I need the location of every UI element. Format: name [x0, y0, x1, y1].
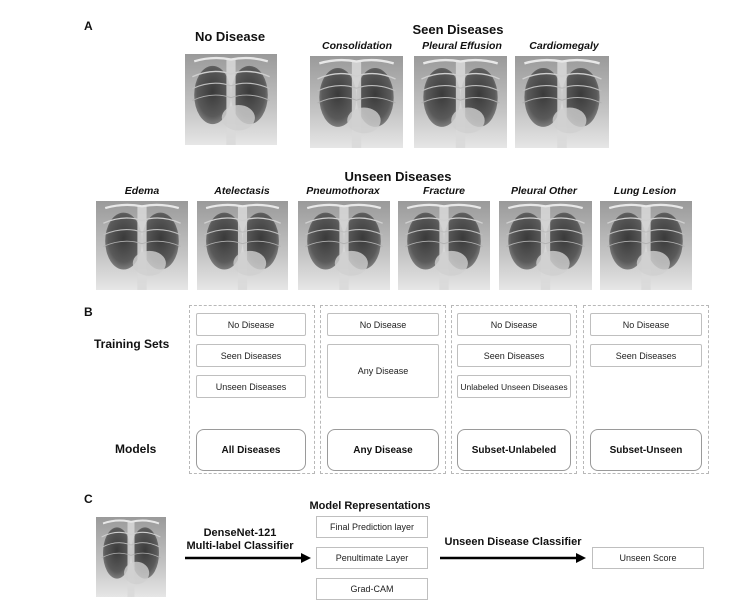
set-seen-diseases: Seen Diseases — [457, 344, 571, 367]
representation-final-prediction: Final Prediction layer — [316, 516, 428, 538]
set-no-disease: No Disease — [590, 313, 702, 336]
xray-pleural-effusion — [414, 56, 507, 148]
xray-consolidation — [310, 56, 403, 148]
unseen-label-edema: Edema — [124, 185, 160, 197]
unseen-classifier-label: Unseen Disease Classifier — [444, 536, 582, 548]
training-sets-label: Training Sets — [94, 337, 170, 351]
densenet-label-line1: DenseNet-121 — [203, 527, 277, 539]
unseen-score-output: Unseen Score — [592, 547, 704, 569]
xray-fracture — [398, 201, 490, 290]
set-unlabeled-unseen-diseases: Unlabeled Unseen Diseases — [457, 375, 571, 398]
set-no-disease: No Disease — [327, 313, 439, 336]
xray-input — [96, 517, 166, 597]
panel-b-label: B — [84, 305, 93, 319]
xray-atelectasis — [197, 201, 288, 290]
xray-pleural-other — [499, 201, 592, 290]
unseen-label-fracture: Fracture — [422, 185, 465, 197]
xray-edema — [96, 201, 188, 290]
panel-c-label: C — [84, 492, 93, 506]
set-seen-diseases: Seen Diseases — [196, 344, 306, 367]
no-disease-title: No Disease — [194, 29, 266, 44]
set-unseen-diseases: Unseen Diseases — [196, 375, 306, 398]
unseen-label-pleural-other: Pleural Other — [511, 185, 577, 197]
model-any-disease: Any Disease — [327, 429, 439, 471]
arrow-to-representations — [183, 553, 313, 563]
densenet-label-line2: Multi-label Classifier — [186, 540, 294, 552]
xray-pneumothorax — [298, 201, 390, 290]
model-all-diseases: All Diseases — [196, 429, 306, 471]
seen-label-consolidation: Consolidation — [322, 40, 392, 52]
set-no-disease: No Disease — [196, 313, 306, 336]
models-label: Models — [115, 442, 157, 456]
xray-lung-lesion — [600, 201, 692, 290]
seen-diseases-title: Seen Diseases — [412, 22, 504, 37]
representation-penultimate: Penultimate Layer — [316, 547, 428, 569]
model-subset-unseen: Subset-Unseen — [590, 429, 702, 471]
unseen-diseases-title: Unseen Diseases — [344, 169, 452, 184]
panel-a-label: A — [84, 19, 93, 33]
arrow-to-unseen-score — [438, 553, 590, 563]
set-any-disease: Any Disease — [327, 344, 439, 398]
unseen-label-lung-lesion: Lung Lesion — [613, 185, 677, 197]
seen-label-pleural-effusion: Pleural Effusion — [422, 40, 502, 52]
model-subset-unlabeled: Subset-Unlabeled — [457, 429, 571, 471]
xray-cardiomegaly — [515, 56, 609, 148]
xray-no-disease — [185, 54, 277, 145]
model-representations-title: Model Representations — [309, 500, 431, 512]
representation-grad-cam: Grad-CAM — [316, 578, 428, 600]
set-seen-diseases: Seen Diseases — [590, 344, 702, 367]
set-no-disease: No Disease — [457, 313, 571, 336]
seen-label-cardiomegaly: Cardiomegaly — [529, 40, 599, 52]
unseen-label-atelectasis: Atelectasis — [214, 185, 270, 197]
unseen-label-pneumothorax: Pneumothorax — [306, 185, 380, 197]
